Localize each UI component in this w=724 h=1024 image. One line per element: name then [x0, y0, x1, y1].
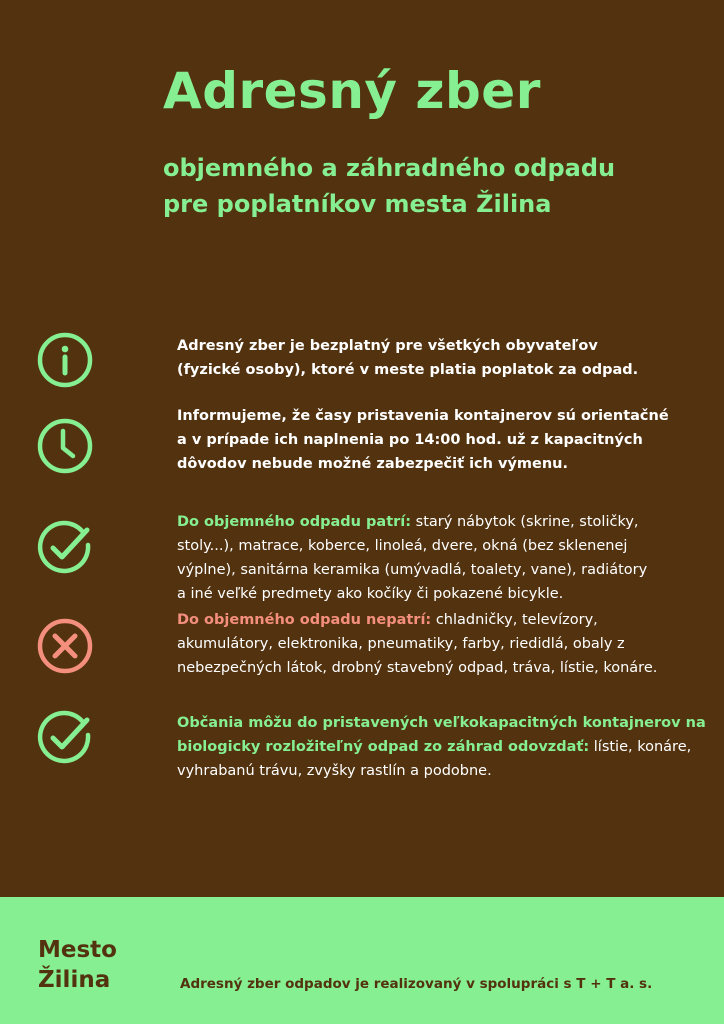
info-icon — [36, 331, 94, 389]
subtitle-line-2: pre poplatníkov mesta Žilina — [163, 190, 552, 218]
info-text — [177, 334, 697, 382]
allowed-text — [177, 510, 697, 606]
garden-label-line-1: Občania môžu do pristavených veľkokapacitných kontajnerov na — [177, 715, 706, 731]
garden-label-line-2: biologicky rozložiteľný odpad zo záhrad odovzdať: — [177, 739, 590, 755]
forbidden-line-2: akumulátory, elektronika, pneumatiky, farby, riedidlá, obaly z — [177, 636, 625, 652]
allowed-line-4: a iné veľké predmety ako kočíky či pokazené bicykle. — [177, 586, 564, 602]
check-icon — [36, 518, 94, 576]
logo-line-1: Mesto — [38, 937, 117, 963]
clock-icon — [36, 417, 94, 475]
info-line-2: (fyzické osoby), ktoré v meste platia poplatok za odpad. — [177, 362, 639, 378]
page-title: Adresný zber — [163, 62, 541, 120]
page-subtitle — [163, 150, 615, 222]
logo-mesto-zilina — [38, 935, 117, 995]
forbidden-text — [177, 608, 697, 680]
allowed-label: Do objemného odpadu patrí: — [177, 514, 412, 530]
allowed-line-1 — [177, 510, 697, 534]
cross-icon — [36, 617, 94, 675]
forbidden-label: Do objemného odpadu nepatrí: — [177, 612, 432, 628]
forbidden-line-3: nebezpečných látok, drobný stavebný odpad, tráva, lístie, konáre. — [177, 660, 658, 676]
info-line-1: Adresný zber je bezplatný pre všetkých obyvateľov — [177, 338, 598, 354]
allowed-line-3: výplne), sanitárna keramika (umývadlá, toalety, vane), radiátory — [177, 562, 648, 578]
garden-line-2-rest: lístie, konáre, — [589, 739, 692, 755]
subtitle-line-1: objemného a záhradného odpadu — [163, 154, 616, 182]
garden-line-3: vyhrabanú trávu, zvyšky rastlín a podobne. — [177, 763, 492, 779]
forbidden-line-1 — [177, 608, 697, 632]
allowed-line-2: stoly...), matrace, koberce, linoleá, dvere, okná (bez sklenenej — [177, 538, 628, 554]
timing-line-1: Informujeme, že časy pristavenia kontajnerov sú orientačné — [177, 408, 669, 424]
forbidden-line-1-rest: chladničky, televízory, — [431, 612, 598, 628]
garden-line-2 — [177, 735, 697, 759]
footer-note: Adresný zber odpadov je realizovaný v spolupráci s T + T a. s. — [180, 976, 653, 992]
logo-line-2: Žilina — [38, 967, 111, 993]
timing-line-3: dôvodov nebude možné zabezpečiť ich výmenu. — [177, 456, 569, 472]
timing-text — [177, 404, 697, 476]
timing-line-2: a v prípade ich naplnenia po 14:00 hod. už z kapacitných — [177, 432, 643, 448]
check-icon-garden — [36, 708, 94, 766]
allowed-line-1-rest: starý nábytok (skrine, stoličky, — [411, 514, 639, 530]
garden-text — [177, 711, 706, 783]
